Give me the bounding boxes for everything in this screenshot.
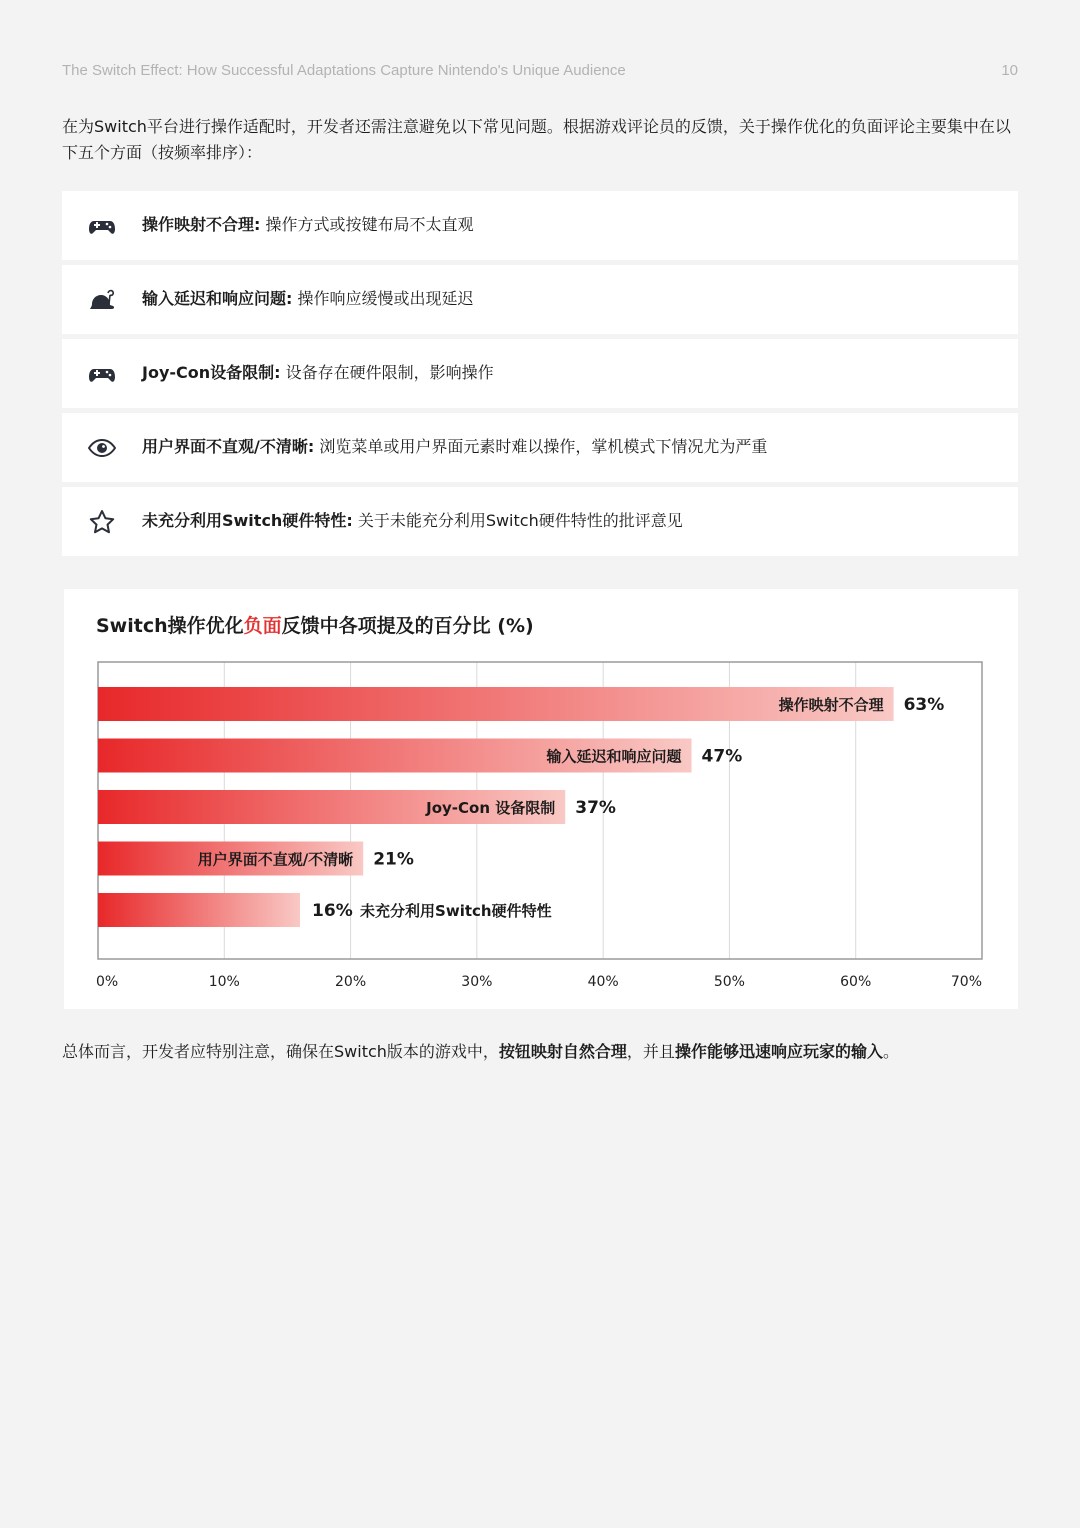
chart-card	[64, 589, 1018, 1009]
issue-desc: 关于未能充分利用Switch硬件特性的批评意见	[357, 511, 683, 530]
conclusion-text: ，并且	[626, 1042, 675, 1061]
x-tick-label: 40%	[587, 974, 619, 990]
gamepad-icon	[88, 361, 116, 387]
conclusion-emphasis: 操作能够迅速响应玩家的输入	[674, 1042, 883, 1061]
bar-category-label: 未充分利用Switch硬件特性	[360, 902, 552, 920]
x-tick-label: 0%	[96, 974, 119, 990]
conclusion-paragraph	[62, 1040, 1022, 1064]
x-tick-label: 30%	[461, 974, 493, 990]
bar-category-label: 输入延迟和响应问题	[546, 747, 682, 766]
issue-item	[62, 191, 1018, 260]
page-number: 10	[1001, 62, 1018, 79]
issue-title: 用户界面不直观/不清晰:	[142, 437, 315, 456]
issue-title: 未充分利用Switch硬件特性:	[142, 511, 353, 530]
x-tick-label: 10%	[208, 974, 240, 990]
bar-value-label: 63%	[903, 695, 945, 715]
issue-item	[62, 339, 1018, 408]
page-header	[62, 62, 1018, 82]
bar-category-label: 用户界面不直观/不清晰	[197, 850, 354, 869]
bar-chart	[64, 589, 1018, 1009]
bar-category-label: Joy-Con 设备限制	[426, 799, 556, 817]
x-tick-label: 20%	[335, 974, 367, 990]
issue-title: Joy-Con设备限制:	[142, 363, 281, 382]
snail-icon	[88, 287, 116, 313]
chart-title-suffix: 反馈中各项提及的百分比 (%)	[281, 615, 534, 637]
issue-item	[62, 413, 1018, 482]
conclusion-emphasis: 按钮映射自然合理	[498, 1042, 627, 1061]
issue-desc: 设备存在硬件限制，影响操作	[285, 363, 494, 382]
bar-value-label: 47%	[701, 746, 743, 767]
chart-title	[96, 611, 534, 638]
issue-desc: 操作方式或按键布局不太直观	[265, 215, 474, 234]
eye-icon	[88, 435, 116, 461]
bar-value-label: 16%	[312, 901, 353, 921]
gamepad-icon	[88, 213, 116, 239]
chart-title-prefix: Switch操作优化	[96, 615, 244, 637]
conclusion-text: 。	[882, 1042, 899, 1061]
conclusion-text: 总体而言，开发者应特别注意，确保在Switch版本的游戏中，	[62, 1042, 499, 1061]
x-tick-label: 70%	[950, 974, 982, 990]
issue-title: 操作映射不合理:	[142, 215, 261, 234]
bar-value-label: 21%	[373, 849, 414, 870]
issue-desc: 浏览菜单或用户界面元素时难以操作，掌机模式下情况尤为严重	[319, 437, 768, 456]
bar	[98, 687, 894, 721]
bar	[98, 893, 300, 927]
issue-title: 输入延迟和响应问题:	[142, 289, 293, 308]
issue-item	[62, 487, 1018, 556]
issue-desc: 操作响应缓慢或出现延迟	[297, 289, 474, 308]
bar-value-label: 37%	[575, 798, 616, 818]
intro-paragraph: 在为Switch平台进行操作适配时，开发者还需注意避免以下常见问题。根据游戏评论员的反馈，关于操作优化的负面评论主要集中在以下五个方面（按频率排序）：	[62, 117, 1011, 162]
chart-title-highlight: 负面	[243, 615, 282, 637]
issue-list	[62, 191, 1018, 561]
star-icon	[88, 509, 116, 535]
bar-category-label: 操作映射不合理	[778, 696, 884, 714]
issue-item	[62, 265, 1018, 334]
x-tick-label: 50%	[713, 974, 745, 990]
document-title: The Switch Effect: How Successful Adaptations Capture Nintendo's Unique Audience	[62, 62, 626, 79]
x-tick-label: 60%	[840, 974, 872, 990]
